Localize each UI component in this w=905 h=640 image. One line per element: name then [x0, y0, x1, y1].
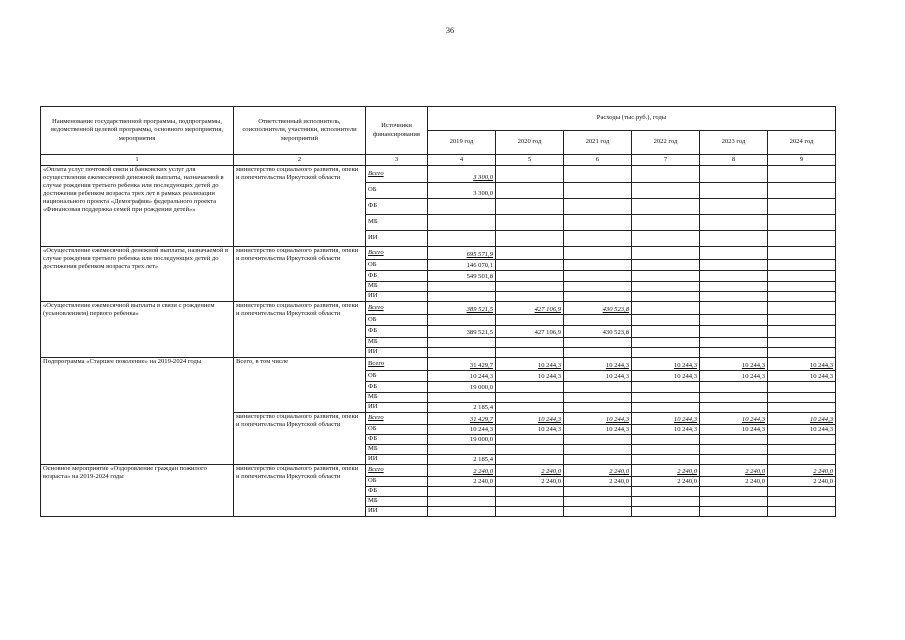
value-cell — [700, 183, 768, 199]
subprogram-executor-ministry: министерство социального развития, опеки и попечительства Иркутской области — [234, 413, 366, 465]
value-cell — [632, 348, 700, 358]
value-cell — [564, 215, 632, 231]
value-cell: 2 185,4 — [428, 455, 496, 465]
value-cell — [564, 455, 632, 465]
value-cell — [564, 382, 632, 393]
value-cell: 2 240,0 — [564, 477, 632, 487]
funding-source: Всего — [366, 465, 428, 477]
column-number: 9 — [768, 155, 836, 166]
value-cell — [496, 292, 564, 302]
value-cell: 2 240,0 — [496, 477, 564, 487]
value-cell — [768, 247, 836, 260]
value-cell — [632, 231, 700, 247]
value-cell: 427 106,9 — [496, 326, 564, 338]
value-cell — [768, 348, 836, 358]
measure-name: «Осуществление ежемесячной выплаты в связи с рождением (усыновлением) первого ребенка» — [41, 302, 234, 358]
value-cell — [632, 507, 700, 517]
value-cell — [496, 435, 564, 445]
value-cell — [496, 271, 564, 282]
value-cell — [768, 282, 836, 292]
column-number: 8 — [700, 155, 768, 166]
value-cell: 10 244,3 — [700, 425, 768, 435]
value-cell — [632, 247, 700, 260]
funding-source: ОБ — [366, 477, 428, 487]
value-cell: 3 300,0 — [428, 166, 496, 183]
header-program-name: Наименование государственной программы, подпрограммы, ведомственной целевой программы, основного мероприятия, мероприятия — [41, 107, 234, 155]
value-cell — [768, 326, 836, 338]
value-cell — [496, 183, 564, 199]
value-cell — [428, 348, 496, 358]
value-cell — [564, 231, 632, 247]
measure-executor: министерство социального развития, опеки и попечительства Иркутской области — [234, 465, 366, 517]
value-cell — [700, 403, 768, 413]
value-cell: 10 244,3 — [632, 425, 700, 435]
funding-source: ОБ — [366, 315, 428, 326]
value-cell — [768, 292, 836, 302]
value-cell — [496, 315, 564, 326]
value-cell: 2 240,0 — [428, 465, 496, 477]
value-cell: 430 523,8 — [564, 326, 632, 338]
value-cell — [632, 455, 700, 465]
value-cell — [768, 455, 836, 465]
value-cell — [564, 497, 632, 507]
subprogram-executor-total: Всего, в том числе — [234, 358, 366, 413]
value-cell — [768, 183, 836, 199]
value-cell — [496, 199, 564, 215]
value-cell — [768, 487, 836, 497]
funding-source: ИИ — [366, 507, 428, 517]
value-cell: 2 240,0 — [496, 465, 564, 477]
funding-source: ИИ — [366, 292, 428, 302]
value-cell — [496, 282, 564, 292]
value-cell — [564, 507, 632, 517]
value-cell — [768, 231, 836, 247]
value-cell — [428, 487, 496, 497]
value-cell: 10 244,3 — [428, 425, 496, 435]
column-number: 3 — [366, 155, 428, 166]
value-cell — [496, 403, 564, 413]
column-number: 2 — [234, 155, 366, 166]
value-cell — [700, 215, 768, 231]
value-cell: 549 501,8 — [428, 271, 496, 282]
value-cell — [428, 199, 496, 215]
value-cell — [700, 271, 768, 282]
value-cell — [564, 487, 632, 497]
header-year: 2019 год — [428, 131, 496, 155]
funding-source: ИИ — [366, 403, 428, 413]
value-cell: 31 429,7 — [428, 358, 496, 371]
value-cell: 10 244,3 — [564, 413, 632, 425]
funding-source: ФБ — [366, 487, 428, 497]
funding-source: Всего — [366, 166, 428, 183]
value-cell — [700, 393, 768, 403]
value-cell — [428, 292, 496, 302]
measure-executor: министерство социального развития, опеки и попечительства Иркутской области — [234, 166, 366, 247]
value-cell — [496, 247, 564, 260]
subprogram-name: Подпрограмма «Старшее поколение» на 2019-2024 годы — [41, 358, 234, 465]
measure-name: «Оплата услуг почтовой связи и банковских услуг для осуществления ежемесячной денежной выплаты, назначаемой в случае рождения третьего ребенка или последующих детей до достижения ребенком возраста трех лет в рамках реализации национального проекта «Демография» федерального проекта «Финансовая поддержка семей при рождении детей»» — [41, 166, 234, 247]
value-cell — [700, 348, 768, 358]
header-year: 2022 год — [632, 131, 700, 155]
value-cell — [700, 382, 768, 393]
value-cell — [428, 497, 496, 507]
header-year: 2023 год — [700, 131, 768, 155]
value-cell — [768, 302, 836, 315]
table-row — [41, 247, 836, 260]
budget-table-body — [41, 166, 836, 517]
value-cell — [632, 282, 700, 292]
funding-source: ОБ — [366, 371, 428, 382]
funding-source: ФБ — [366, 326, 428, 338]
funding-source: ФБ — [366, 199, 428, 215]
value-cell — [632, 435, 700, 445]
value-cell — [632, 199, 700, 215]
header-year: 2020 год — [496, 131, 564, 155]
funding-source: ИИ — [366, 455, 428, 465]
column-number: 5 — [496, 155, 564, 166]
value-cell — [428, 215, 496, 231]
funding-source: ОБ — [366, 183, 428, 199]
value-cell — [700, 166, 768, 183]
value-cell — [428, 338, 496, 348]
table-row — [41, 465, 836, 477]
value-cell: 10 244,3 — [768, 413, 836, 425]
value-cell: 2 185,4 — [428, 403, 496, 413]
funding-source: МБ — [366, 215, 428, 231]
value-cell — [700, 487, 768, 497]
value-cell: 10 244,3 — [768, 425, 836, 435]
value-cell — [496, 215, 564, 231]
value-cell — [632, 382, 700, 393]
value-cell — [632, 497, 700, 507]
funding-source: ОБ — [366, 260, 428, 271]
value-cell — [768, 497, 836, 507]
value-cell: 10 244,3 — [768, 371, 836, 382]
value-cell — [564, 348, 632, 358]
value-cell: 10 244,3 — [496, 371, 564, 382]
value-cell: 2 240,0 — [700, 465, 768, 477]
value-cell — [768, 166, 836, 183]
value-cell — [700, 199, 768, 215]
funding-source: Всего — [366, 413, 428, 425]
value-cell: 10 244,3 — [496, 358, 564, 371]
value-cell — [632, 260, 700, 271]
value-cell — [428, 231, 496, 247]
value-cell: 2 240,0 — [428, 477, 496, 487]
table-row — [41, 166, 836, 183]
value-cell — [564, 445, 632, 455]
value-cell — [768, 507, 836, 517]
value-cell — [768, 215, 836, 231]
value-cell — [768, 445, 836, 455]
value-cell: 2 240,0 — [564, 465, 632, 477]
funding-source: ФБ — [366, 271, 428, 282]
value-cell — [632, 338, 700, 348]
value-cell — [428, 282, 496, 292]
value-cell — [496, 393, 564, 403]
column-number: 7 — [632, 155, 700, 166]
value-cell — [496, 445, 564, 455]
value-cell — [700, 507, 768, 517]
measure-name: Основное мероприятие «Оздоровление граждан пожилого возраста» на 2019-2024 годы — [41, 465, 234, 517]
value-cell — [564, 393, 632, 403]
value-cell — [496, 338, 564, 348]
funding-source: МБ — [366, 445, 428, 455]
header-executor: Ответственный исполнитель, соисполнители, участники, исполнители мероприятий — [234, 107, 366, 155]
value-cell — [632, 403, 700, 413]
value-cell — [496, 348, 564, 358]
value-cell: 10 244,3 — [564, 425, 632, 435]
table-row — [41, 358, 836, 371]
value-cell — [496, 497, 564, 507]
value-cell: 31 429,7 — [428, 413, 496, 425]
value-cell — [564, 166, 632, 183]
value-cell — [564, 338, 632, 348]
value-cell — [768, 435, 836, 445]
header-year: 2024 год — [768, 131, 836, 155]
measure-executor: министерство социального развития, опеки и попечительства Иркутской области — [234, 302, 366, 358]
value-cell — [632, 445, 700, 455]
value-cell — [700, 445, 768, 455]
value-cell: 3 300,0 — [428, 183, 496, 199]
value-cell — [768, 393, 836, 403]
value-cell — [428, 393, 496, 403]
value-cell — [564, 435, 632, 445]
funding-source: МБ — [366, 393, 428, 403]
value-cell — [632, 302, 700, 315]
value-cell — [428, 315, 496, 326]
funding-source: ИИ — [366, 348, 428, 358]
value-cell — [768, 382, 836, 393]
value-cell — [564, 271, 632, 282]
funding-source: ФБ — [366, 435, 428, 445]
value-cell — [632, 487, 700, 497]
value-cell: 10 244,3 — [496, 413, 564, 425]
header-year: 2021 год — [564, 131, 632, 155]
value-cell: 695 571,9 — [428, 247, 496, 260]
value-cell — [428, 507, 496, 517]
value-cell: 389 521,5 — [428, 326, 496, 338]
value-cell: 389 521,5 — [428, 302, 496, 315]
value-cell — [632, 393, 700, 403]
funding-source: Всего — [366, 302, 428, 315]
value-cell — [496, 231, 564, 247]
value-cell — [632, 215, 700, 231]
value-cell — [564, 247, 632, 260]
funding-source: ИИ — [366, 231, 428, 247]
value-cell: 430 523,8 — [564, 302, 632, 315]
value-cell — [700, 455, 768, 465]
value-cell — [768, 403, 836, 413]
value-cell: 2 240,0 — [700, 477, 768, 487]
value-cell — [700, 326, 768, 338]
table-row — [41, 302, 836, 315]
value-cell: 146 070,1 — [428, 260, 496, 271]
value-cell: 19 000,0 — [428, 435, 496, 445]
value-cell: 2 240,0 — [768, 465, 836, 477]
value-cell — [496, 507, 564, 517]
value-cell — [564, 282, 632, 292]
funding-source: ОБ — [366, 425, 428, 435]
value-cell: 10 244,3 — [632, 371, 700, 382]
header-funding-source: Источники финансирования — [366, 107, 428, 155]
value-cell — [700, 315, 768, 326]
value-cell: 2 240,0 — [768, 477, 836, 487]
value-cell — [700, 282, 768, 292]
value-cell — [496, 166, 564, 183]
value-cell — [768, 271, 836, 282]
value-cell — [564, 260, 632, 271]
value-cell — [564, 199, 632, 215]
value-cell — [496, 260, 564, 271]
value-cell: 10 244,3 — [496, 425, 564, 435]
value-cell — [700, 338, 768, 348]
value-cell: 10 244,3 — [768, 358, 836, 371]
value-cell — [632, 315, 700, 326]
funding-source: ФБ — [366, 382, 428, 393]
value-cell — [768, 260, 836, 271]
value-cell — [632, 166, 700, 183]
funding-source: Всего — [366, 247, 428, 260]
value-cell: 2 240,0 — [632, 465, 700, 477]
value-cell — [632, 292, 700, 302]
value-cell — [700, 292, 768, 302]
budget-table — [40, 106, 836, 517]
value-cell: 10 244,3 — [700, 358, 768, 371]
column-number: 6 — [564, 155, 632, 166]
value-cell — [700, 231, 768, 247]
value-cell: 10 244,3 — [700, 371, 768, 382]
measure-executor: министерство социального развития, опеки и попечительства Иркутской области — [234, 247, 366, 302]
value-cell — [700, 302, 768, 315]
value-cell: 10 244,3 — [700, 413, 768, 425]
value-cell — [428, 445, 496, 455]
column-number: 1 — [41, 155, 234, 166]
value-cell: 10 244,3 — [564, 371, 632, 382]
value-cell — [564, 292, 632, 302]
funding-source: Всего — [366, 358, 428, 371]
funding-source: МБ — [366, 497, 428, 507]
value-cell — [632, 183, 700, 199]
value-cell — [564, 315, 632, 326]
page-number: 36 — [446, 26, 454, 35]
value-cell — [564, 183, 632, 199]
value-cell — [564, 403, 632, 413]
value-cell — [700, 260, 768, 271]
measure-name: «Осуществление ежемесячной денежной выплаты, назначаемой в случае рождения третьего ребенка или последующих детей до достижения ребенком возраста трех лет» — [41, 247, 234, 302]
column-number-row — [41, 155, 836, 166]
value-cell: 10 244,3 — [428, 371, 496, 382]
value-cell: 10 244,3 — [632, 358, 700, 371]
column-number: 4 — [428, 155, 496, 166]
value-cell — [496, 487, 564, 497]
value-cell — [632, 271, 700, 282]
funding-source: МБ — [366, 338, 428, 348]
value-cell — [700, 497, 768, 507]
value-cell — [496, 382, 564, 393]
value-cell — [768, 315, 836, 326]
value-cell: 2 240,0 — [632, 477, 700, 487]
value-cell — [632, 326, 700, 338]
value-cell — [700, 247, 768, 260]
funding-source: МБ — [366, 282, 428, 292]
value-cell: 10 244,3 — [564, 358, 632, 371]
value-cell — [700, 435, 768, 445]
value-cell — [496, 455, 564, 465]
header-expenses: Расходы (тыс.руб.), годы — [428, 107, 836, 131]
value-cell — [768, 338, 836, 348]
value-cell — [768, 199, 836, 215]
value-cell: 427 106,9 — [496, 302, 564, 315]
value-cell: 10 244,3 — [632, 413, 700, 425]
value-cell: 19 000,0 — [428, 382, 496, 393]
